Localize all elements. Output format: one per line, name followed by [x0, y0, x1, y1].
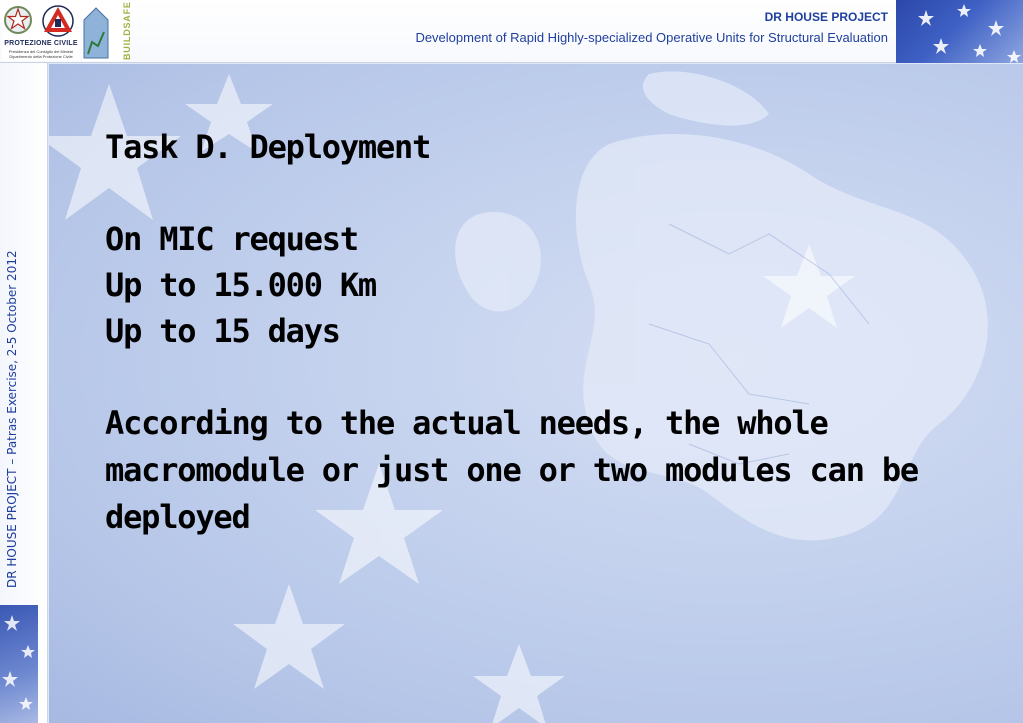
emblem-icon [2, 2, 80, 40]
eu-flag-side [0, 605, 38, 723]
spacer [105, 354, 985, 400]
project-title: DR HOUSE PROJECT [764, 10, 888, 24]
eu-stars-icon [896, 0, 1023, 63]
eu-stars-side-icon [0, 605, 38, 723]
slide-header [0, 0, 1023, 63]
slide-body [49, 64, 1023, 723]
slide-line-3: Up to 15 days [105, 312, 340, 350]
protezione-civile-sublabel: Presidenza del Consiglio dei Ministri Dipartimento della Protezione Civile [8, 49, 74, 59]
slide-text-block [105, 124, 985, 541]
sidebar-vertical-text: DR HOUSE PROJECT – Patras Exercise, 2-5 October 2012 [5, 250, 19, 588]
eu-flag-corner [896, 0, 1023, 63]
buildsafe-logo [82, 1, 132, 61]
slide-title: Task D. Deployment [105, 128, 431, 166]
project-subtitle: Development of Rapid Highly-specialized Operative Units for Structural Evaluation [415, 30, 888, 45]
spacer [105, 170, 985, 216]
buildsafe-label: BUILDSAFE [122, 1, 132, 60]
slide-paragraph: According to the actual needs, the whole macromodule or just one or two modules can be deployed [105, 404, 918, 536]
logo-group [2, 1, 132, 61]
protezione-civile-logo [2, 2, 80, 61]
protezione-civile-label: PROTEZIONE CIVILE [4, 40, 78, 47]
slide-line-2: Up to 15.000 Km [105, 266, 376, 304]
slide-line-1: On MIC request [105, 220, 358, 258]
